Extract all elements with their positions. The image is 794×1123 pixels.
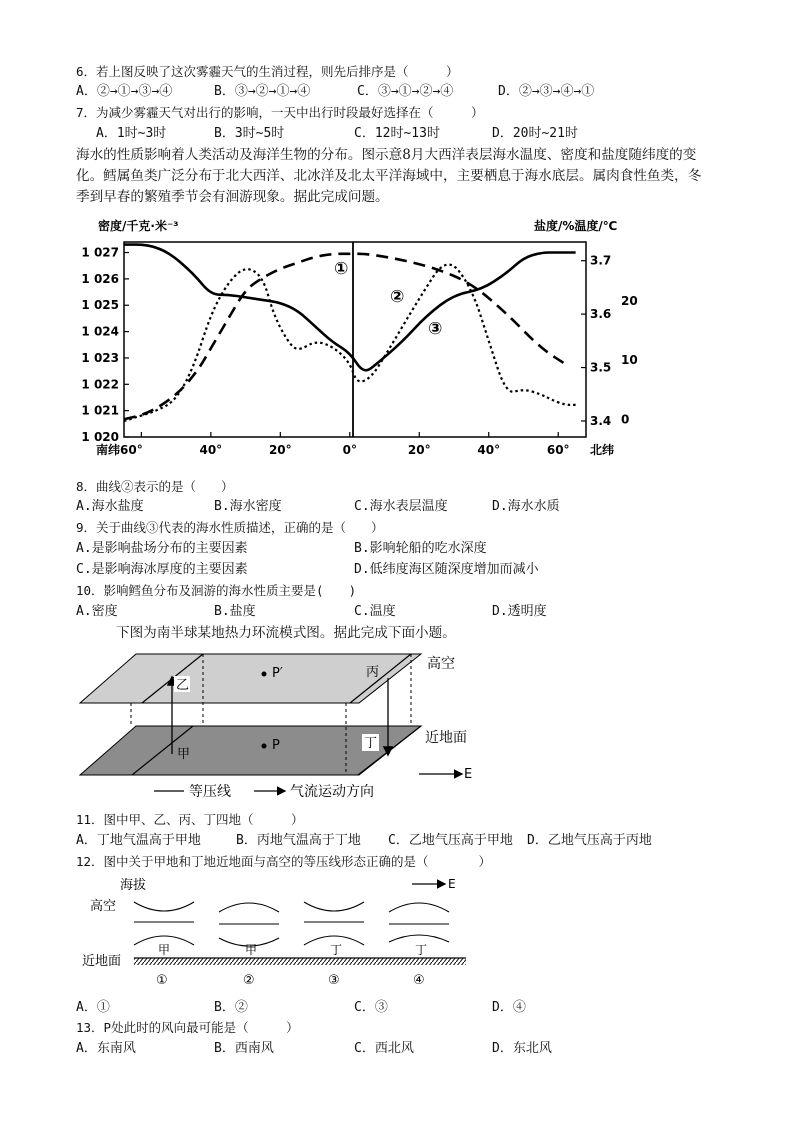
seawater-properties-chart bbox=[76, 212, 666, 472]
panel-1-upper-isobar bbox=[134, 902, 194, 911]
passage1-line1: 海水的性质影响着人类活动及海洋生物的分布。图示意8月大西洋表层海水温度、密度和盐度随纬度的变 bbox=[76, 147, 697, 163]
q7-option-a[interactable]: A．1时~3时 bbox=[96, 126, 167, 141]
q11-option-c[interactable]: C．乙地气压高于甲地 bbox=[388, 833, 513, 848]
panel-1-number: ① bbox=[156, 973, 168, 988]
temperature-tick-label-2: 0 bbox=[621, 412, 630, 427]
panel-2-place: 甲 bbox=[245, 943, 258, 957]
q10-option-a[interactable]: A.密度 bbox=[76, 604, 118, 619]
q13-option-a[interactable]: A．东南风 bbox=[76, 1041, 136, 1056]
panel-4-lower-isobar bbox=[389, 935, 449, 942]
panel-3-number: ③ bbox=[328, 973, 340, 988]
temperature-tick-label-0: 20 bbox=[621, 294, 638, 309]
q10-option-b[interactable]: B.盐度 bbox=[214, 604, 256, 619]
q7-option-c[interactable]: C．12时~13时 bbox=[354, 126, 440, 141]
point-p: P bbox=[272, 738, 280, 753]
q10-option-d[interactable]: D.透明度 bbox=[492, 604, 547, 619]
q10-stem: 10．影响鳕鱼分布及洄游的海水性质主要是( ) bbox=[76, 583, 357, 598]
q8-option-a[interactable]: A.海水盐度 bbox=[76, 499, 144, 514]
salinity-tick-label-2: 3.5 bbox=[590, 360, 612, 375]
x-tick-label-0: 南纬60° bbox=[96, 443, 143, 457]
q6-option-c[interactable]: C．③→①→②→④ bbox=[357, 84, 454, 99]
q11-stem: 11．图中甲、乙、丙、丁四地（ ） bbox=[76, 812, 304, 827]
x-tick-label-6: 60° bbox=[546, 443, 570, 457]
density-axis-title: 密度/千克·米⁻³ bbox=[98, 219, 179, 233]
point-p-dot bbox=[262, 744, 267, 749]
density-tick-label-1: 1 026 bbox=[81, 271, 119, 286]
q8-option-d[interactable]: D.海水水质 bbox=[492, 499, 560, 514]
place-ding: 丁 bbox=[364, 736, 378, 751]
panel-4-place: 丁 bbox=[415, 943, 428, 957]
point-p-prime: P′ bbox=[272, 666, 283, 681]
passage1-line3: 季到早春的繁殖季节会有洄游现象。据此完成问题。 bbox=[76, 189, 389, 205]
ground-hatch bbox=[134, 958, 466, 965]
right-axis-title: 盐度/%温度/℃ bbox=[534, 219, 618, 233]
q13-option-c[interactable]: C．西北风 bbox=[354, 1041, 414, 1056]
panel-2-upper-isobar bbox=[219, 903, 279, 912]
q12-stem: 12．图中关于甲地和丁地近地面与高空的等压线形态正确的是（ ） bbox=[76, 854, 492, 869]
legend-airflow: 气流运动方向 bbox=[290, 784, 374, 800]
q7-option-b[interactable]: B．3时~5时 bbox=[214, 126, 285, 141]
q11-option-b[interactable]: B．丙地气温高于丁地 bbox=[236, 833, 361, 848]
east-label: E bbox=[464, 767, 473, 782]
q9-option-d[interactable]: D.低纬度海区随深度增加而减小 bbox=[354, 562, 539, 577]
q7-option-d[interactable]: D．20时~21时 bbox=[492, 126, 578, 141]
curve-2-line bbox=[124, 265, 576, 421]
legend-isobar: 等压线 bbox=[189, 784, 231, 800]
q6-option-b[interactable]: B．③→②→①→④ bbox=[214, 84, 311, 99]
panel-1-place: 甲 bbox=[158, 943, 171, 957]
panel-4-number: ④ bbox=[413, 973, 425, 988]
q8-option-c[interactable]: C.海水表层温度 bbox=[354, 499, 448, 514]
panel-3-upper-isobar bbox=[304, 902, 364, 911]
place-bing: 丙 bbox=[366, 665, 380, 680]
east-label-small: E bbox=[448, 877, 456, 891]
q13-option-d[interactable]: D．东北风 bbox=[492, 1041, 552, 1056]
density-tick-label-3: 1 024 bbox=[81, 324, 119, 339]
density-tick-label-0: 1 027 bbox=[81, 245, 119, 260]
q13-stem: 13．P处此时的风向最可能是（ ） bbox=[76, 1020, 299, 1035]
x-tick-label-5: 40° bbox=[477, 443, 501, 457]
salinity-tick-label-0: 3.7 bbox=[590, 253, 612, 268]
q9-stem: 9．关于曲线③代表的海水性质描述，正确的是（ ） bbox=[76, 520, 384, 535]
curve-2-label: ② bbox=[390, 287, 405, 307]
panel-3-place: 丁 bbox=[330, 943, 343, 957]
isobar-panels-diagram bbox=[76, 872, 476, 992]
point-p-prime-dot bbox=[262, 672, 267, 677]
ground-level: 近地面 bbox=[82, 954, 122, 969]
upper-level-label: 高空 bbox=[427, 656, 455, 672]
q9-option-b[interactable]: B.影响轮船的吃水深度 bbox=[354, 541, 487, 556]
salinity-tick-label-1: 3.6 bbox=[590, 307, 612, 322]
density-tick-label-6: 1 021 bbox=[81, 403, 119, 418]
curve-3-label: ③ bbox=[428, 319, 443, 339]
x-tick-label-2: 20° bbox=[268, 443, 292, 457]
density-tick-label-2: 1 025 bbox=[81, 298, 119, 313]
q12-option-c[interactable]: C．③ bbox=[354, 1000, 388, 1015]
density-tick-label-4: 1 023 bbox=[81, 350, 119, 365]
q13-option-b[interactable]: B．西南风 bbox=[214, 1041, 274, 1056]
q8-stem: 8．曲线②表示的是（ ） bbox=[76, 479, 234, 494]
q12-option-b[interactable]: B．② bbox=[214, 1000, 248, 1015]
q11-option-d[interactable]: D．乙地气压高于丙地 bbox=[527, 833, 652, 848]
q8-option-b[interactable]: B.海水密度 bbox=[214, 499, 282, 514]
x-tick-label-4: 20° bbox=[407, 443, 431, 457]
salinity-tick-label-3: 3.4 bbox=[590, 413, 612, 428]
q6-stem: 6．若上图反映了这次雾霾天气的生消过程，则先后排序是（ ） bbox=[76, 64, 459, 79]
q10-option-c[interactable]: C.温度 bbox=[354, 604, 396, 619]
q12-option-a[interactable]: A．① bbox=[76, 1000, 110, 1015]
q12-option-d[interactable]: D．④ bbox=[492, 1000, 526, 1015]
q9-option-a[interactable]: A.是影响盐场分布的主要因素 bbox=[76, 541, 248, 556]
upper-level: 高空 bbox=[90, 899, 117, 914]
curve-3-line bbox=[124, 245, 576, 371]
q11-option-a[interactable]: A．丁地气温高于甲地 bbox=[76, 833, 201, 848]
place-yi: 乙 bbox=[176, 678, 190, 693]
x-tick-label-1: 40° bbox=[199, 443, 223, 457]
q6-option-d[interactable]: D．②→③→④→① bbox=[498, 84, 595, 99]
temperature-tick-label-1: 10 bbox=[621, 353, 638, 368]
x-tick-label-north: 北纬 bbox=[590, 443, 615, 457]
altitude-title: 海拔 bbox=[120, 878, 147, 893]
panel-2-number: ② bbox=[243, 973, 255, 988]
panel-4-upper-isobar bbox=[389, 903, 449, 912]
passage2: 下图为南半球某地热力环流模式图。据此完成下面小题。 bbox=[116, 625, 456, 641]
lower-level-label: 近地面 bbox=[425, 730, 467, 746]
place-jia: 甲 bbox=[177, 747, 191, 762]
density-tick-label-5: 1 022 bbox=[81, 377, 119, 392]
passage1-line2: 化。鳕属鱼类广泛分布于北大西洋、北冰洋及北太平洋海域中，主要栖息于海水底层。属肉食性鱼类，冬 bbox=[76, 168, 702, 184]
thermal-circulation-diagram bbox=[76, 646, 496, 806]
density-tick-label-7: 1 020 bbox=[81, 430, 119, 444]
q6-option-a[interactable]: A．②→①→③→④ bbox=[76, 84, 173, 99]
plot-frame bbox=[124, 242, 586, 437]
x-tick-label-3: 0° bbox=[342, 443, 357, 457]
q7-stem: 7．为减少雾霾天气对出行的影响，一天中出行时段最好选择在（ ） bbox=[76, 105, 484, 120]
curve-1-label: ① bbox=[334, 259, 349, 279]
q9-option-c[interactable]: C.是影响海冰厚度的主要因素 bbox=[76, 562, 248, 577]
